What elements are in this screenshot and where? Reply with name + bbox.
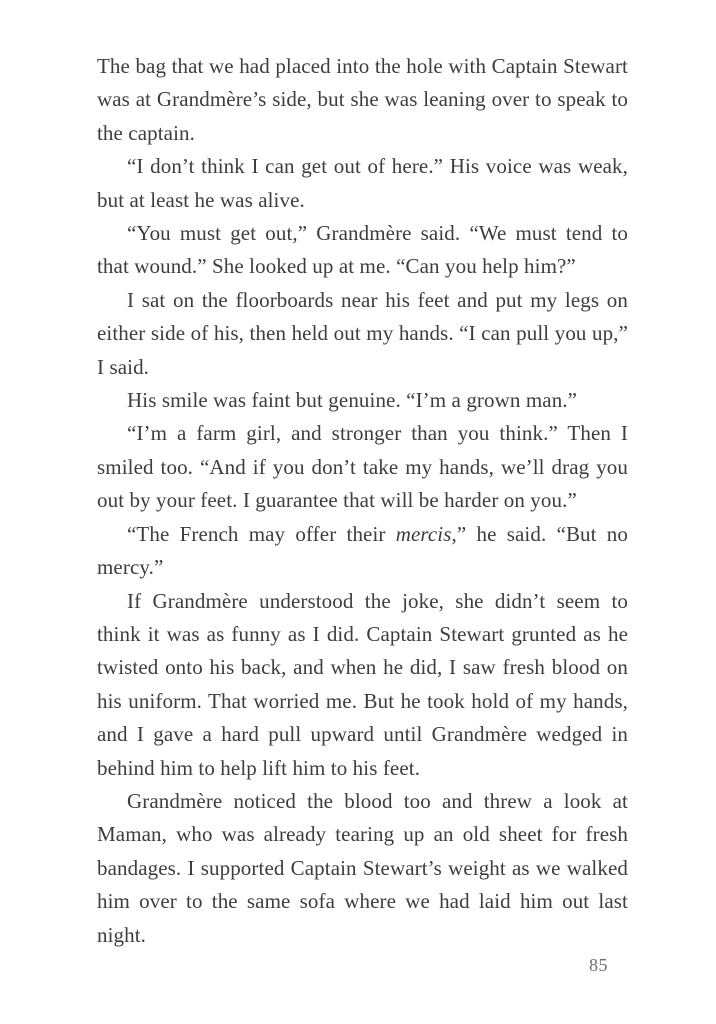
- paragraph: I sat on the floorboards near his feet and put my legs on either side of his, then held out my hands. “I can pull you up,” I said.: [97, 287, 628, 379]
- paragraph: [97, 518, 628, 585]
- paragraph: “I don’t think I can get out of here.” His voice was weak, but at least he was alive.: [97, 154, 628, 212]
- page-text: [97, 50, 628, 952]
- paragraph: “I’m a farm girl, and stronger than you think.” Then I smiled too. “And if you don’t take my hands, we’ll drag you out by your feet. I guarantee that will be harder on you.”: [97, 421, 628, 513]
- paragraph: His smile was faint but genuine. “I’m a grown man.”: [127, 388, 578, 413]
- paragraph-segment: ,” he said. “But no mercy.”: [97, 521, 628, 580]
- paragraph: Grandmère noticed the blood too and threw a look at Maman, who was already tearing up an old sheet for fresh bandages. I supported Captain Stewart’s weight as we walked him over to the same sofa where we had laid him out last night.: [97, 788, 628, 947]
- paragraph: “You must get out,” Grandmère said. “We must tend to that wound.” She looked up at me. “Can you help him?”: [97, 221, 628, 279]
- paragraph: The bag that we had placed into the hole with Captain Stewart was at Grandmère’s side, but she was leaning over to speak to the captain.: [97, 54, 628, 145]
- italic-word: mercis: [395, 521, 452, 546]
- paragraph: If Grandmère understood the joke, she didn’t seem to think it was as funny as I did. Captain Stewart grunted as he twisted onto his back, and when he did, I saw fresh blood on his uniform. That worried me. But he took hold of my hands, and I gave a hard pull upward until Grandmère wedged in behind him to help lift him to his feet.: [97, 588, 628, 780]
- page-number: 85: [589, 955, 608, 975]
- paragraph-segment: “The French may offer their: [127, 521, 396, 546]
